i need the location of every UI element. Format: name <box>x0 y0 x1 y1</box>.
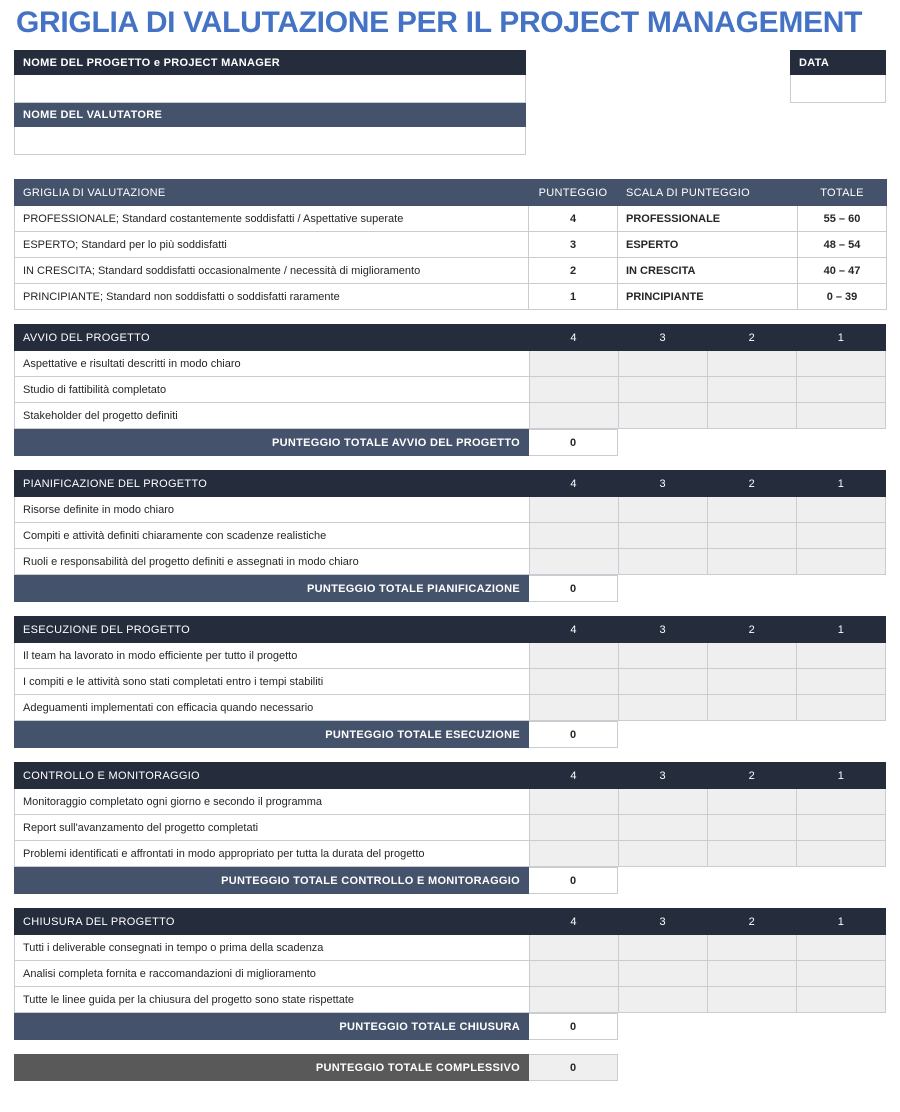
criteria-table <box>14 324 886 429</box>
score-checkbox-cell[interactable] <box>707 695 796 721</box>
rubric-table <box>14 179 887 310</box>
grand-total-value: 0 <box>529 1055 618 1081</box>
criterion-label: Risorse definite in modo chiaro <box>15 497 530 523</box>
grand-total-filler <box>618 1055 887 1081</box>
subtotal-table <box>14 721 887 748</box>
score-checkbox-cell[interactable] <box>529 643 618 669</box>
criterion-label: Studio di fattibilità completato <box>15 377 530 403</box>
subtotal-label: PUNTEGGIO TOTALE CONTROLLO E MONITORAGGIO <box>15 868 529 894</box>
subtotal-filler <box>618 576 887 602</box>
score-checkbox-cell[interactable] <box>618 935 707 961</box>
score-checkbox-cell[interactable] <box>529 549 618 575</box>
rubric-description: PRINCIPIANTE; Standard non soddisfatti o soddisfatti raramente <box>15 284 529 310</box>
rubric-description: PROFESSIONALE; Standard costantemente soddisfatti / Aspettative superate <box>15 206 529 232</box>
score-column-header: 1 <box>796 909 885 935</box>
score-checkbox-cell[interactable] <box>618 523 707 549</box>
score-checkbox-cell[interactable] <box>707 377 796 403</box>
grand-total-label: PUNTEGGIO TOTALE COMPLESSIVO <box>15 1055 529 1081</box>
criterion-label: Adeguamenti implementati con efficacia quando necessario <box>15 695 530 721</box>
rubric-col-totale: TOTALE <box>798 180 887 206</box>
score-column-header: 1 <box>796 325 885 351</box>
rubric-description: ESPERTO; Standard per lo più soddisfatti <box>15 232 529 258</box>
subtotal-label: PUNTEGGIO TOTALE PIANIFICAZIONE <box>15 576 529 602</box>
rubric-description: IN CRESCITA; Standard soddisfatti occasionalmente / necessità di miglioramento <box>15 258 529 284</box>
table-row <box>15 935 886 961</box>
table-row <box>791 75 886 103</box>
table-row <box>15 232 887 258</box>
table-row <box>15 576 887 602</box>
score-checkbox-cell[interactable] <box>707 987 796 1013</box>
score-checkbox-cell[interactable] <box>707 935 796 961</box>
score-checkbox-cell[interactable] <box>796 935 885 961</box>
table-row <box>15 961 886 987</box>
criteria-table <box>14 762 886 867</box>
score-checkbox-cell[interactable] <box>529 841 618 867</box>
table-row <box>15 1014 887 1040</box>
subtotal-value: 0 <box>529 868 618 894</box>
score-checkbox-cell[interactable] <box>707 961 796 987</box>
score-checkbox-cell[interactable] <box>529 695 618 721</box>
rubric-scala: ESPERTO <box>618 232 798 258</box>
score-checkbox-cell[interactable] <box>707 841 796 867</box>
score-checkbox-cell[interactable] <box>707 643 796 669</box>
subtotal-filler <box>618 868 887 894</box>
page-title: GRIGLIA DI VALUTAZIONE PER IL PROJECT MANAGEMENT <box>16 6 863 39</box>
grand-total-table <box>14 1054 887 1081</box>
section-title: AVVIO DEL PROGETTO <box>15 325 530 351</box>
score-checkbox-cell[interactable] <box>529 935 618 961</box>
score-checkbox-cell[interactable] <box>618 841 707 867</box>
score-checkbox-cell[interactable] <box>707 669 796 695</box>
table-row <box>15 206 887 232</box>
score-checkbox-cell[interactable] <box>618 961 707 987</box>
table-row <box>15 75 526 103</box>
score-column-header: 4 <box>529 471 618 497</box>
section-title: CONTROLLO E MONITORAGGIO <box>15 763 530 789</box>
score-checkbox-cell[interactable] <box>796 377 885 403</box>
evaluator-name-input[interactable] <box>15 127 526 155</box>
subtotal-filler <box>618 1014 887 1040</box>
section-title: ESECUZIONE DEL PROGETTO <box>15 617 530 643</box>
table-row <box>15 987 886 1013</box>
rubric-totale: 55 – 60 <box>798 206 887 232</box>
subtotal-table <box>14 1013 887 1040</box>
criterion-label: Tutti i deliverable consegnati in tempo o prima della scadenza <box>15 935 530 961</box>
table-row <box>791 51 886 75</box>
score-column-header: 3 <box>618 909 707 935</box>
score-checkbox-cell[interactable] <box>707 497 796 523</box>
score-checkbox-cell[interactable] <box>796 815 885 841</box>
section-header-row <box>15 325 886 351</box>
evaluation-section <box>14 470 886 602</box>
score-column-header: 4 <box>529 325 618 351</box>
project-name-label: NOME DEL PROGETTO e PROJECT MANAGER <box>15 51 526 75</box>
subtotal-value: 0 <box>529 576 618 602</box>
score-checkbox-cell[interactable] <box>618 549 707 575</box>
score-checkbox-cell[interactable] <box>618 403 707 429</box>
table-row <box>15 127 526 155</box>
score-column-header: 3 <box>618 763 707 789</box>
rubric-totale: 0 – 39 <box>798 284 887 310</box>
table-row <box>15 695 886 721</box>
score-checkbox-cell[interactable] <box>796 643 885 669</box>
project-info-block <box>14 50 886 155</box>
score-checkbox-cell[interactable] <box>529 523 618 549</box>
rubric-punteggio: 3 <box>529 232 618 258</box>
section-title: PIANIFICAZIONE DEL PROGETTO <box>15 471 530 497</box>
score-column-header: 2 <box>707 909 796 935</box>
rubric-scala: IN CRESCITA <box>618 258 798 284</box>
score-column-header: 3 <box>618 471 707 497</box>
criterion-label: I compiti e le attività sono stati completati entro i tempi stabiliti <box>15 669 530 695</box>
score-checkbox-cell[interactable] <box>529 961 618 987</box>
score-checkbox-cell[interactable] <box>796 987 885 1013</box>
criterion-label: Il team ha lavorato in modo efficiente per tutto il progetto <box>15 643 530 669</box>
evaluation-sections <box>14 324 886 1040</box>
table-row <box>15 841 886 867</box>
score-column-header: 3 <box>618 325 707 351</box>
score-checkbox-cell[interactable] <box>529 669 618 695</box>
criterion-label: Aspettative e risultati descritti in modo chiaro <box>15 351 530 377</box>
score-checkbox-cell[interactable] <box>707 523 796 549</box>
rubric-scala: PROFESSIONALE <box>618 206 798 232</box>
project-name-input[interactable] <box>15 75 526 103</box>
table-row <box>15 789 886 815</box>
criterion-label: Problemi identificati e affrontati in modo appropriato per tutta la durata del progetto <box>15 841 530 867</box>
score-checkbox-cell[interactable] <box>618 789 707 815</box>
subtotal-value: 0 <box>529 722 618 748</box>
table-row <box>15 258 887 284</box>
score-checkbox-cell[interactable] <box>618 815 707 841</box>
score-checkbox-cell[interactable] <box>707 789 796 815</box>
date-input[interactable] <box>791 75 886 103</box>
criteria-table <box>14 908 886 1013</box>
score-checkbox-cell[interactable] <box>796 549 885 575</box>
score-column-header: 2 <box>707 325 796 351</box>
score-checkbox-cell[interactable] <box>529 377 618 403</box>
rubric-col-punteggio: PUNTEGGIO <box>529 180 618 206</box>
score-checkbox-cell[interactable] <box>796 351 885 377</box>
score-checkbox-cell[interactable] <box>707 549 796 575</box>
score-column-header: 4 <box>529 617 618 643</box>
score-checkbox-cell[interactable] <box>618 695 707 721</box>
score-checkbox-cell[interactable] <box>618 987 707 1013</box>
subtotal-table <box>14 575 887 602</box>
evaluation-section <box>14 616 886 748</box>
section-header-row <box>15 763 886 789</box>
score-checkbox-cell[interactable] <box>529 403 618 429</box>
score-checkbox-cell[interactable] <box>529 815 618 841</box>
score-column-header: 2 <box>707 763 796 789</box>
evaluator-name-label: NOME DEL VALUTATORE <box>15 103 526 127</box>
table-row <box>15 51 526 75</box>
subtotal-filler <box>618 722 887 748</box>
criterion-label: Compiti e attività definiti chiaramente con scadenze realistiche <box>15 523 530 549</box>
score-checkbox-cell[interactable] <box>796 695 885 721</box>
subtotal-table <box>14 867 887 894</box>
evaluation-section <box>14 908 886 1040</box>
score-checkbox-cell[interactable] <box>618 351 707 377</box>
evaluation-section <box>14 762 886 894</box>
criterion-label: Report sull'avanzamento del progetto completati <box>15 815 530 841</box>
score-checkbox-cell[interactable] <box>796 841 885 867</box>
rubric-punteggio: 2 <box>529 258 618 284</box>
table-row <box>15 669 886 695</box>
section-header-row <box>15 909 886 935</box>
score-checkbox-cell[interactable] <box>796 789 885 815</box>
score-checkbox-cell[interactable] <box>529 987 618 1013</box>
score-column-header: 4 <box>529 763 618 789</box>
score-checkbox-cell[interactable] <box>707 403 796 429</box>
score-checkbox-cell[interactable] <box>618 497 707 523</box>
subtotal-value: 0 <box>529 1014 618 1040</box>
score-checkbox-cell[interactable] <box>707 815 796 841</box>
table-row <box>15 430 887 456</box>
score-column-header: 2 <box>707 471 796 497</box>
score-column-header: 4 <box>529 909 618 935</box>
score-checkbox-cell[interactable] <box>707 351 796 377</box>
score-checkbox-cell[interactable] <box>529 789 618 815</box>
rubric-punteggio: 4 <box>529 206 618 232</box>
evaluation-section <box>14 324 886 456</box>
date-label: DATA <box>791 51 886 75</box>
criterion-label: Analisi completa fornita e raccomandazioni di miglioramento <box>15 961 530 987</box>
score-column-header: 3 <box>618 617 707 643</box>
score-column-header: 2 <box>707 617 796 643</box>
subtotal-value: 0 <box>529 430 618 456</box>
score-checkbox-cell[interactable] <box>796 497 885 523</box>
score-checkbox-cell[interactable] <box>529 351 618 377</box>
table-row <box>15 1055 887 1081</box>
rubric-totale: 48 – 54 <box>798 232 887 258</box>
score-checkbox-cell[interactable] <box>796 403 885 429</box>
score-checkbox-cell[interactable] <box>796 523 885 549</box>
table-row <box>15 403 886 429</box>
rubric-totale: 40 – 47 <box>798 258 887 284</box>
date-table <box>790 50 886 103</box>
rubric-col-description: GRIGLIA DI VALUTAZIONE <box>15 180 529 206</box>
score-checkbox-cell[interactable] <box>529 497 618 523</box>
project-info-table <box>14 50 526 155</box>
table-row <box>15 351 886 377</box>
table-row <box>15 722 887 748</box>
table-row <box>15 549 886 575</box>
section-title: CHIUSURA DEL PROGETTO <box>15 909 530 935</box>
score-checkbox-cell[interactable] <box>796 669 885 695</box>
criterion-label: Tutte le linee guida per la chiusura del progetto sono state rispettate <box>15 987 530 1013</box>
criterion-label: Stakeholder del progetto definiti <box>15 403 530 429</box>
criterion-label: Ruoli e responsabilità del progetto definiti e assegnati in modo chiaro <box>15 549 530 575</box>
subtotal-table <box>14 429 887 456</box>
rubric-scala: PRINCIPIANTE <box>618 284 798 310</box>
subtotal-label: PUNTEGGIO TOTALE CHIUSURA <box>15 1014 529 1040</box>
table-row <box>15 868 887 894</box>
subtotal-filler <box>618 430 887 456</box>
spacer <box>14 165 886 179</box>
table-row <box>15 643 886 669</box>
rubric-col-scala: SCALA DI PUNTEGGIO <box>618 180 798 206</box>
score-column-header: 1 <box>796 617 885 643</box>
criteria-table <box>14 470 886 575</box>
rubric-punteggio: 1 <box>529 284 618 310</box>
score-checkbox-cell[interactable] <box>618 669 707 695</box>
table-row <box>15 523 886 549</box>
score-column-header: 1 <box>796 763 885 789</box>
table-row <box>15 497 886 523</box>
table-row <box>15 284 887 310</box>
subtotal-label: PUNTEGGIO TOTALE ESECUZIONE <box>15 722 529 748</box>
score-checkbox-cell[interactable] <box>618 377 707 403</box>
table-row <box>15 377 886 403</box>
table-row <box>15 815 886 841</box>
score-checkbox-cell[interactable] <box>796 961 885 987</box>
section-header-row <box>15 617 886 643</box>
rubric-header-row <box>15 180 887 206</box>
score-checkbox-cell[interactable] <box>618 643 707 669</box>
section-header-row <box>15 471 886 497</box>
table-row <box>15 103 526 127</box>
criteria-table <box>14 616 886 721</box>
subtotal-label: PUNTEGGIO TOTALE AVVIO DEL PROGETTO <box>15 430 529 456</box>
spacer <box>14 310 886 324</box>
score-column-header: 1 <box>796 471 885 497</box>
criterion-label: Monitoraggio completato ogni giorno e secondo il programma <box>15 789 530 815</box>
